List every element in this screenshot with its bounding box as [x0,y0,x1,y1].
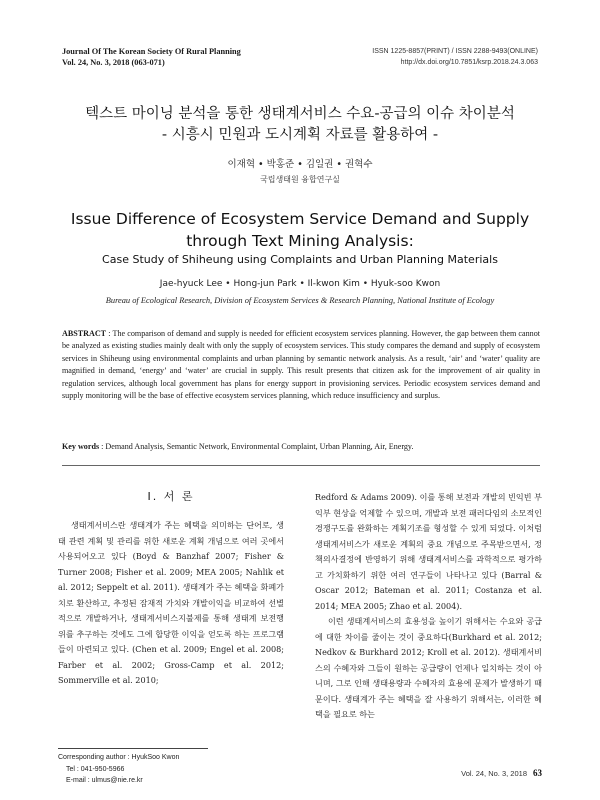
journal-name: Journal Of The Korean Society Of Rural Planning [62,47,241,56]
footnote-divider [58,748,208,749]
abstract [62,328,540,402]
korean-title: 텍스트 마이닝 분석을 통한 생태계서비스 수요-공급의 이슈 차이분석 [85,106,515,122]
body-column-right [315,490,542,723]
korean-affiliation: 국립생태원 융합연구실 [260,175,340,184]
english-subtitle: Case Study of Shiheung using Complaints and Urban Planning Materials [102,253,498,266]
doi-link[interactable]: http://dx.doi.org/10.7851/ksrp.2018.24.3.063 [400,59,538,66]
english-title-line1: Issue Difference of Ecosystem Service Demand and Supply [70,210,530,228]
body-paragraph: Redford & Adams 2009). 이를 통해 보전과 개발의 빈익빈 부익부 현상을 억제할 수 있으며, 개발과 보전 패러다임의 소모적인 경쟁구도를 완화하는 계획기조를 형성할 수 있게 되었다. 이처럼 생태계서비스가 새로운 계획의 중요 개념으로 주목받으면서, 정책의사결정에 반영하기 위해 생태계서비스를 과학적으로 평가하고 가치화하기 위한 여러 연구들이 나타나고 있다 (Barral & Oscar 2012; Bateman et al. 2011; Costanza et al. 2014; MEA 2005; Zhao et al. 2004). [315,492,542,611]
english-authors: Jae-hyuck Lee • Hong-jun Park • Il-kwon Kim • Hyuk-soo Kwon [159,279,441,289]
journal-header [62,46,241,68]
page-number: 63 [533,768,542,778]
section-divider [62,465,540,466]
keywords-label: Key words [62,442,100,451]
section-title: Ⅰ. 서 론 [147,490,195,503]
english-title-block [40,208,560,252]
footnote [58,752,179,787]
body-paragraph: 이런 생태계서비스의 효용성을 높이기 위해서는 수요와 공급에 대한 차이를 줄이는 것이 중요하다(Burkhard et al. 2012; Nedkov & Burkhard 2012; Kroll et al. 2012). 생태계서비스의 수혜자와 그들이 원하는 공급량이 언제나 일치하는 것이 아니며, 그로 인해 생태용량과 수혜자의 효용에 문제가 발생하기 때문이다. 생태계가 주는 혜택을 잘 사용하기 위해서는, 이러한 혜택을 필요로 하는 [315,616,542,719]
abstract-text: : The comparison of demand and supply is needed for efficient ecosystem services planning. However, the gap between them cannot be analyzed as existing studies mainly dealt with only the supply of ecosystem services. This study compares the demand and supply of ecosystem services in Shiheung using environmental complaints and urban planning by semantic network analysis. As a result, ‘air’ and ‘water’ quality are magnified in demand, ‘energy’ and ‘water’ are crucial in supply. This result presents that citizen ask for the improvement of air quality in regulation services, although local government has plans for energy support in provisioning services. Periodic ecosystem services demand and supply monitoring will be the base of effective ecosystem services planning, which reduce insufficiency and surplus. [62,329,540,401]
keywords-text: : Demand Analysis, Semantic Network, Environmental Complaint, Urban Planning, Air, Energy. [99,442,414,451]
body-column-left [58,490,284,689]
english-title-line2: through Text Mining Analysis: [186,232,414,250]
author-email[interactable]: E-mail : ulmus@nie.re.kr [66,777,143,784]
footer-issue: Vol. 24, No. 3, 2018 [461,769,527,778]
keywords [62,441,540,453]
korean-title-block [40,104,560,146]
abstract-label: ABSTRACT [62,329,107,338]
english-affiliation: Bureau of Ecological Research, Division of Ecosystem Services & Research Planning, National Institute of Ecology [105,296,495,305]
issn-header [372,46,538,68]
issn: ISSN 1225-8857(PRINT) / ISSN 2288-9493(ONLINE) [372,48,538,55]
body-paragraph: 생태계서비스란 생태계가 주는 혜택을 의미하는 단어로, 생태 관련 계획 및 관리를 위한 새로운 계획 개념으로 여러 곳에서 사용되어오고 있다 (Boyd & Banzhaf 2007; Fisher & Turner 2008; Fisher et al. 2009; MEA 2005; Nahlik et al. 2012; Seppelt et al. 2011). 생태계가 주는 혜택을 화폐가치로 환산하고, 추정된 잠재적 가치와 개발이익을 비교하여 선별적으로 개발하거나, 생태계서비스지불제를 통해 생태계 보전행위를 추구하는 것에도 그에 합당한 이익을 얻도록 하는 프로그램들이 마련되고 있다. (Chen et al. 2009; Engel et al. 2008; Farber et al. 2002; Gross-Camp et al. 2012; Sommerville et al. 2010; [58,520,284,685]
author-tel: Tel : 041-950-5966 [66,765,125,773]
journal-volume: Vol. 24, No. 3, 2018 (063-071) [62,58,165,67]
page-footer [461,768,542,778]
corresponding-author: Corresponding author : HyukSoo Kwon [58,754,180,761]
korean-authors: 이재혁 • 박홍준 • 김일권 • 권혁수 [227,159,373,170]
korean-subtitle: - 시흥시 민원과 도시계획 자료를 활용하여 - [161,127,439,143]
